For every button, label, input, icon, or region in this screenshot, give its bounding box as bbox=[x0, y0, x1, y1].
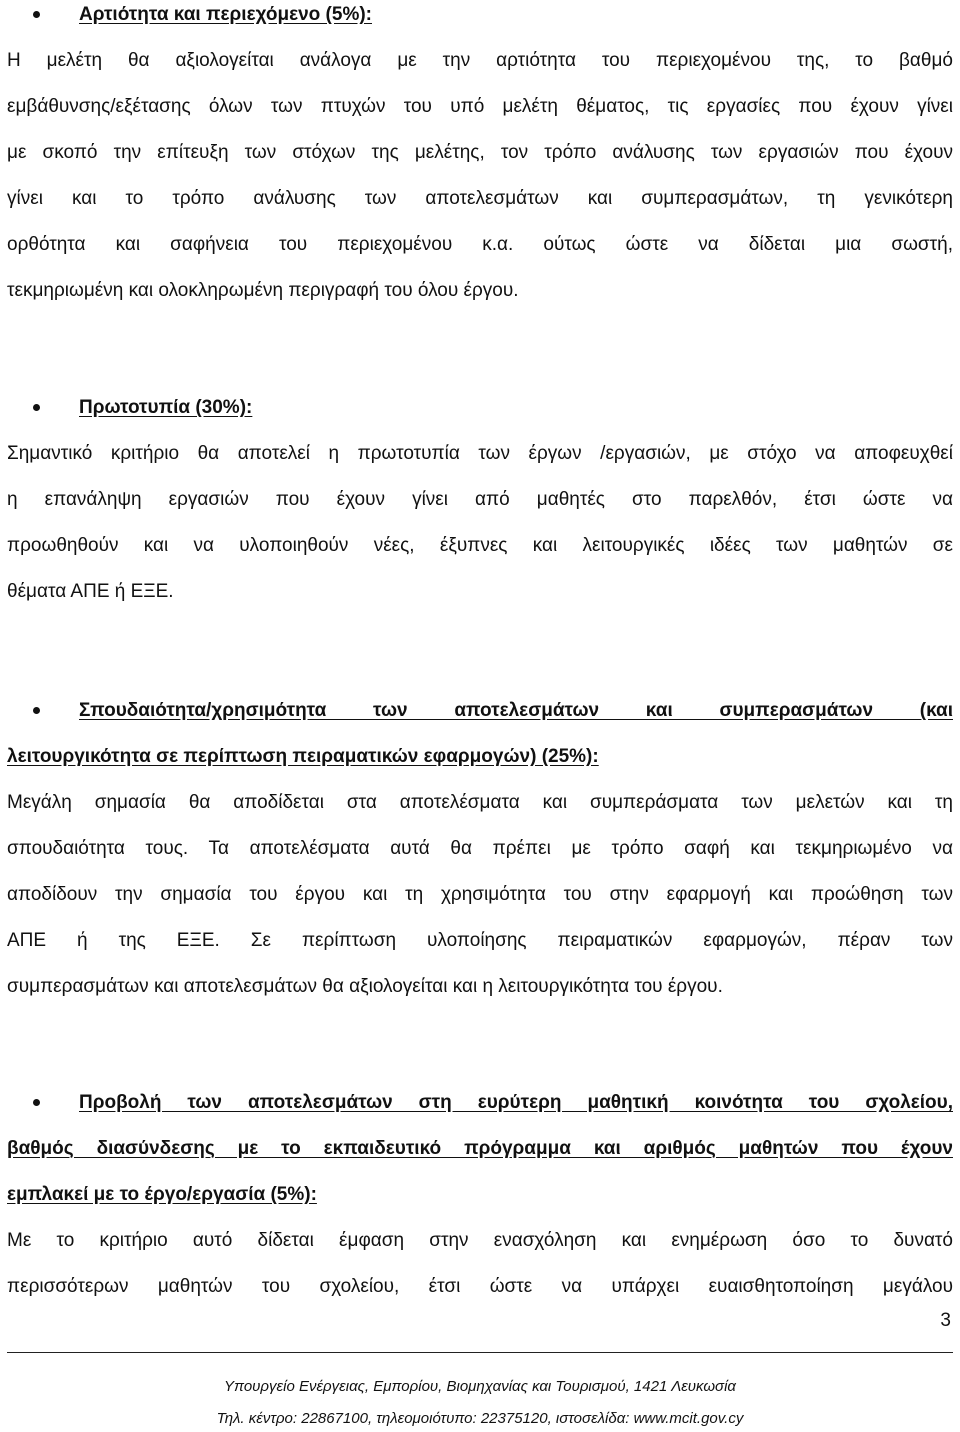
paragraph-line: Μεγάλη σημασία θα αποδίδεται στα αποτελέσματα και συμπεράσματα των μελετών και τη bbox=[7, 792, 953, 813]
section-heading bbox=[7, 688, 953, 780]
section-paragraph bbox=[7, 1218, 953, 1310]
paragraph-line: ΑΠΕ ή της ΕΞΕ. Σε περίπτωση υλοποίησης πειραματικών εφαρμογών, πέραν των bbox=[7, 930, 953, 951]
paragraph-line: τεκμηριωμένη και ολοκληρωμένη περιγραφή του όλου έργου. bbox=[7, 280, 519, 301]
paragraph-line: συμπερασμάτων και αποτελεσμάτων θα αξιολογείται και η λειτουργικότητα του έργου. bbox=[7, 976, 723, 997]
paragraph-line: Σημαντικό κριτήριο θα αποτελεί η πρωτοτυπία των έργων /εργασιών, με στόχο να αποφευχθεί bbox=[7, 443, 953, 464]
section-heading bbox=[7, 385, 953, 431]
paragraph-line: η επανάληψη εργασιών που έχουν γίνει από μαθητές στο παρελθόν, έτσι ώστε να bbox=[7, 489, 953, 510]
section-paragraph bbox=[7, 780, 953, 1010]
heading-text: Αρτιότητα και περιεχόμενο (5%): bbox=[79, 4, 372, 25]
paragraph-line: ορθότητα και σαφήνεια του περιεχομένου κ.α. ούτως ώστε να δίδεται μια σωστή, bbox=[7, 234, 953, 255]
section-provoli bbox=[7, 1080, 953, 1310]
paragraph-line: γίνει και το τρόπο ανάλυσης των αποτελεσμάτων και συμπερασμάτων, τη γενικότερη bbox=[7, 188, 953, 209]
bullet-icon bbox=[33, 11, 40, 18]
paragraph-line: αποδίδουν την σημασία του έργου και τη χρησιμότητα του στην εφαρμογή και προώθηση των bbox=[7, 884, 953, 905]
paragraph-line: Η μελέτη θα αξιολογείται ανάλογα με την αρτιότητα του περιεχομένου της, το βαθμό bbox=[7, 50, 953, 71]
paragraph-line: σπουδαιότητα τους. Τα αποτελέσματα αυτά θα πρέπει με τρόπο σαφή και τεκμηριωμένο να bbox=[7, 838, 953, 859]
bullet-icon bbox=[33, 1099, 40, 1106]
section-protot bbox=[7, 385, 953, 615]
section-heading bbox=[7, 0, 953, 38]
section-paragraph bbox=[7, 431, 953, 615]
heading-text: Προβολή των αποτελεσμάτων στη ευρύτερη μαθητική κοινότητα του σχολείου, bbox=[79, 1092, 953, 1113]
page-number: 3 bbox=[940, 1310, 951, 1331]
bullet-icon bbox=[33, 404, 40, 411]
heading-text: εμπλακεί με το έργο/εργασία (5%): bbox=[7, 1184, 317, 1205]
paragraph-line: περισσότερων μαθητών του σχολείου, έτσι ώστε να υπάρχει ευαισθητοποίηση μεγάλου bbox=[7, 1276, 953, 1297]
footer-contact: Τηλ. κέντρο: 22867100, τηλεομοιότυπο: 22375120, ιστοσελίδα: www.mcit.gov.cy bbox=[216, 1410, 744, 1427]
bullet-icon bbox=[33, 707, 40, 714]
heading-text: Σπουδαιότητα/χρησιμότητα των αποτελεσμάτων και συμπερασμάτων (και bbox=[79, 700, 953, 721]
paragraph-line: εμβάθυνσης/εξέτασης όλων των πτυχών του υπό μελέτη θέματος, τις εργασίες που έχουν γίνει bbox=[7, 96, 953, 117]
heading-text: βαθμός διασύνδεσης με το εκπαιδευτικό πρόγραμμα και αριθμός μαθητών που έχουν bbox=[7, 1138, 953, 1159]
footer-divider bbox=[7, 1352, 953, 1353]
paragraph-line: Με το κριτήριο αυτό δίδεται έμφαση στην ενασχόληση και ενημέρωση όσο το δυνατό bbox=[7, 1230, 953, 1251]
section-artiotita bbox=[7, 0, 953, 314]
paragraph-line: προωθηθούν και να υλοποιηθούν νέες, έξυπνες και λειτουργικές ιδέες των μαθητών σε bbox=[7, 535, 953, 556]
heading-text: λειτουργικότητα σε περίπτωση πειραματικών εφαρμογών) (25%): bbox=[7, 746, 599, 767]
footer-address: Υπουργείο Ενέργειας, Εμπορίου, Βιομηχανίας και Τουρισμού, 1421 Λευκωσία bbox=[224, 1378, 736, 1395]
paragraph-line: θέματα ΑΠΕ ή ΕΞΕ. bbox=[7, 581, 174, 602]
paragraph-line: με σκοπό την επίτευξη των στόχων της μελέτης, τον τρόπο ανάλυσης των εργασιών που έχουν bbox=[7, 142, 953, 163]
heading-text: Πρωτοτυπία (30%): bbox=[79, 397, 253, 418]
section-paragraph bbox=[7, 38, 953, 314]
section-heading bbox=[7, 1080, 953, 1218]
section-spoudaiotita bbox=[7, 688, 953, 1010]
